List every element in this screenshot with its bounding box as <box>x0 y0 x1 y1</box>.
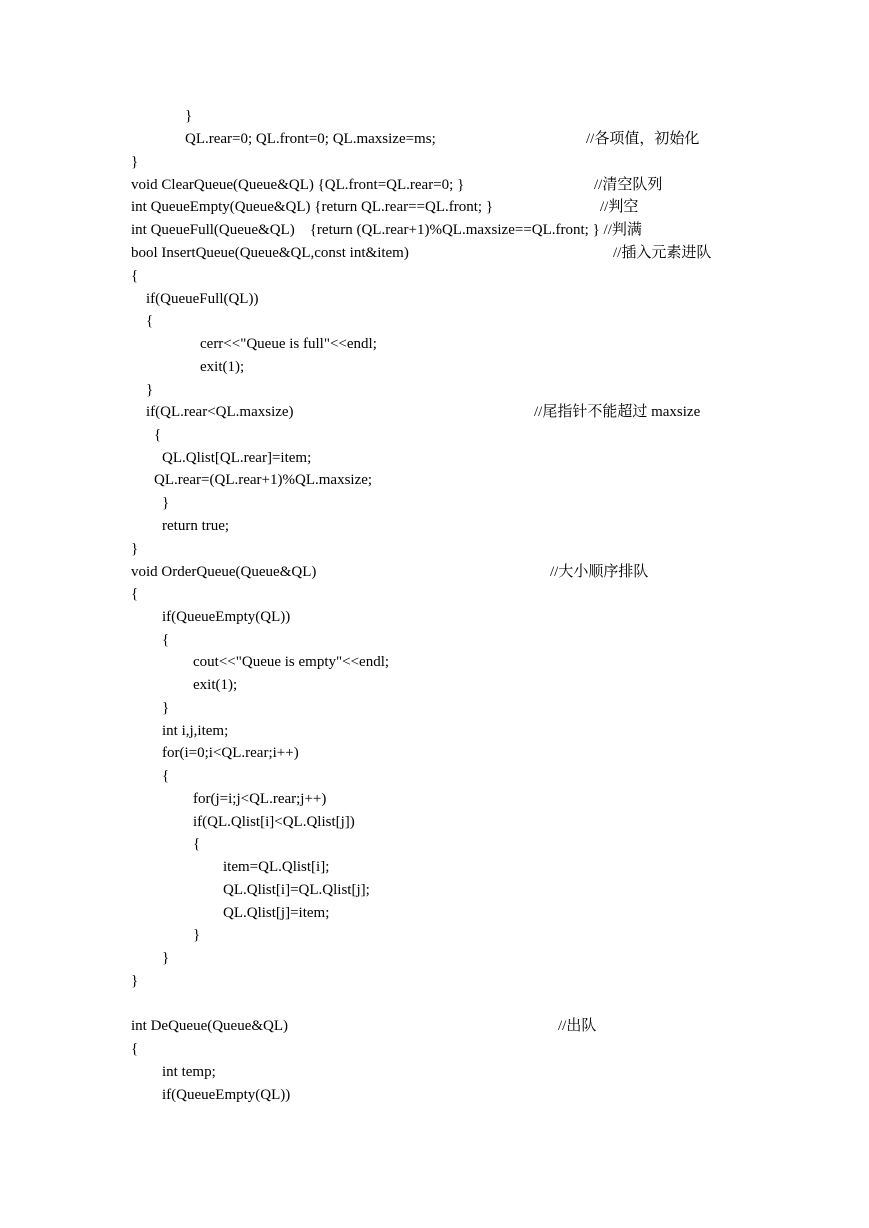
code-line: for(i=0;i<QL.rear;i++) <box>162 745 299 761</box>
code-line: } <box>162 495 170 511</box>
code-line: int i,j,item; <box>162 723 229 739</box>
code-line: for(j=i;j<QL.rear;j++) <box>193 791 327 807</box>
code-line: } <box>162 950 170 966</box>
code-line: QL.Qlist[QL.rear]=item; <box>162 450 312 466</box>
code-comment: //大小顺序排队 <box>550 564 649 580</box>
code-line: { <box>146 313 154 329</box>
code-line: int QueueFull(Queue&QL) {return (QL.rear+1)%QL.maxsize==QL.front; } //判满 <box>131 222 642 238</box>
code-line: } <box>131 973 139 989</box>
code-line: item=QL.Qlist[i]; <box>223 859 330 875</box>
code-comment: //插入元素进队 <box>613 245 712 261</box>
code-line: void ClearQueue(Queue&QL) {QL.front=QL.rear=0; } <box>131 177 465 193</box>
code-comment: //清空队列 <box>594 177 663 193</box>
code-line: { <box>131 268 139 284</box>
code-line: if(QueueEmpty(QL)) <box>162 609 291 625</box>
code-line: if(QueueEmpty(QL)) <box>162 1087 291 1103</box>
code-line: QL.Qlist[i]=QL.Qlist[j]; <box>223 882 370 898</box>
code-line: } <box>146 382 154 398</box>
code-line: if(QL.rear<QL.maxsize) <box>146 404 294 420</box>
code-line: if(QueueFull(QL)) <box>146 291 259 307</box>
code-line: { <box>154 427 162 443</box>
code-line: int QueueEmpty(Queue&QL) {return QL.rear==QL.front; } <box>131 199 494 215</box>
code-line: exit(1); <box>200 359 245 375</box>
code-line: { <box>131 586 139 602</box>
code-line: cout<<"Queue is empty"<<endl; <box>193 654 390 670</box>
code-line: } <box>185 108 193 124</box>
code-line: int temp; <box>162 1064 216 1080</box>
code-line: QL.Qlist[j]=item; <box>223 905 330 921</box>
code-line: return true; <box>162 518 230 534</box>
code-line: { <box>193 836 201 852</box>
code-line: void OrderQueue(Queue&QL) <box>131 564 317 580</box>
code-line: exit(1); <box>193 677 238 693</box>
code-comment: //尾指针不能超过 maxsize <box>534 404 701 420</box>
code-line: if(QL.Qlist[i]<QL.Qlist[j]) <box>193 814 355 830</box>
code-line: { <box>131 1041 139 1057</box>
code-comment: //各项值，初始化 <box>586 131 700 147</box>
code-line: { <box>162 632 170 648</box>
code-line: bool InsertQueue(Queue&QL,const int&item) <box>131 245 409 261</box>
code-line: int DeQueue(Queue&QL) <box>131 1018 289 1034</box>
code-line: } <box>162 700 170 716</box>
code-line: } <box>131 154 139 170</box>
code-comment: //判空 <box>600 199 639 215</box>
code-line: { <box>162 768 170 784</box>
code-line: } <box>131 541 139 557</box>
code-line: cerr<<"Queue is full"<<endl; <box>200 336 377 352</box>
code-line: QL.rear=0; QL.front=0; QL.maxsize=ms; <box>185 131 436 147</box>
code-line: QL.rear=(QL.rear+1)%QL.maxsize; <box>154 472 373 488</box>
code-comment: //出队 <box>558 1018 597 1034</box>
code-line: } <box>193 927 201 943</box>
